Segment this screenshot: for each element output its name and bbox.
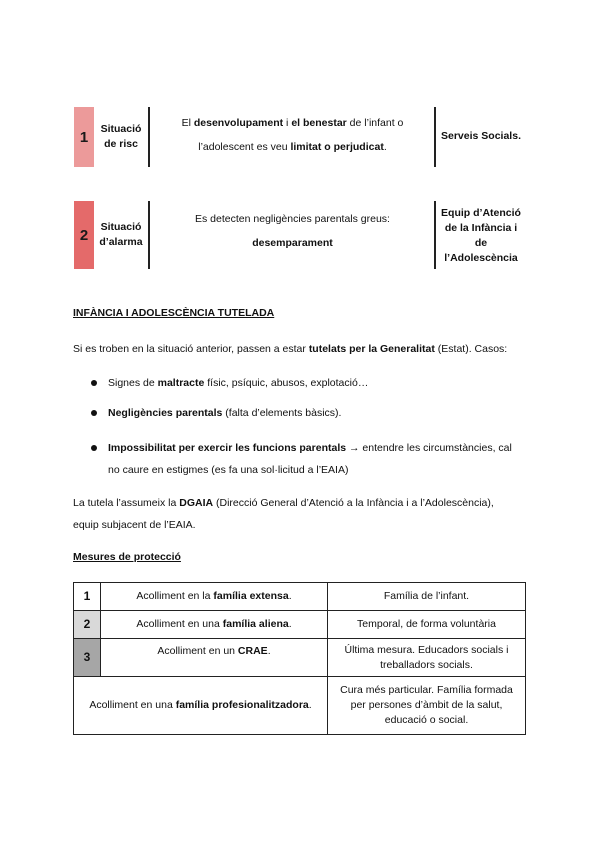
measure-3-number: 3 bbox=[74, 639, 101, 677]
measure-3-detail: Última mesura. Educadors socials i treballadors socials. bbox=[328, 639, 526, 677]
bullet-dot-2 bbox=[91, 410, 97, 416]
level-1-responsible: Serveis Socials. bbox=[441, 130, 521, 142]
level-2-description: Es detecten negligències parentals greus: desemparament bbox=[195, 213, 390, 249]
tutela-paragraph: La tutela l’assumeix la DGAIA (Direcció General d’Atenció a la Infància i a l’Adolescència), equip subjacent de l’EAIA. bbox=[73, 497, 494, 531]
table-row bbox=[74, 583, 526, 611]
level-2-number: 2 bbox=[79, 226, 89, 244]
measures-title: Mesures de protecció bbox=[73, 551, 181, 563]
level-1-number: 1 bbox=[79, 128, 89, 146]
table-row bbox=[74, 639, 526, 677]
measure-4-detail: Cura més particular. Família formada per persones d’àmbit de la salut, educació o social. bbox=[328, 677, 526, 735]
measure-2-number: 2 bbox=[74, 611, 101, 639]
measure-3-type: Acolliment en un CRAE. bbox=[101, 639, 328, 677]
level-1-divider-left bbox=[148, 107, 150, 167]
measure-2-type: Acolliment en una família aliena. bbox=[101, 611, 328, 639]
level-2-responsible: Equip d’Atenció de la Infància i de l’Adolescència bbox=[441, 207, 521, 264]
level-2-divider-right bbox=[434, 201, 436, 269]
section-title: INFÀNCIA I ADOLESCÈNCIA TUTELADA bbox=[73, 307, 275, 319]
measure-1-detail: Família de l’infant. bbox=[328, 583, 526, 611]
bullet-item-2: Negligències parentals (falta d’elements bàsics). bbox=[108, 407, 342, 419]
measure-1-number: 1 bbox=[74, 583, 101, 611]
level-1-divider-right bbox=[434, 107, 436, 167]
measure-1-type: Acolliment en la família extensa. bbox=[101, 583, 328, 611]
measure-2-detail: Temporal, de forma voluntària bbox=[328, 611, 526, 639]
bullet-dot-1 bbox=[91, 380, 97, 386]
bullet-item-1: Signes de maltracte físic, psíquic, abusos, explotació… bbox=[108, 377, 369, 389]
level-2-label: Situació d’alarma bbox=[99, 221, 143, 248]
level-1-description: El desenvolupament i el benestar de l’infant o l’adolescent es veu limitat o perjudicat. bbox=[181, 117, 404, 153]
measures-table bbox=[73, 582, 526, 735]
bullet-dot-3 bbox=[91, 445, 97, 451]
level-2-divider-left bbox=[148, 201, 150, 269]
table-row bbox=[74, 611, 526, 639]
measure-4-type: Acolliment en una família profesionalitzadora. bbox=[74, 677, 328, 735]
level-1-label: Situació de risc bbox=[100, 123, 142, 150]
table-row bbox=[74, 677, 526, 735]
intro-paragraph: Si es troben en la situació anterior, passen a estar tutelats per la Generalitat (Estat). Casos: bbox=[73, 343, 508, 355]
bullet-item-3: Impossibilitat per exercir les funcions parentals → entendre les circumstàncies, cal no caure en estigmes (es fa una sol·licitud a l’EAIA) bbox=[108, 442, 512, 476]
